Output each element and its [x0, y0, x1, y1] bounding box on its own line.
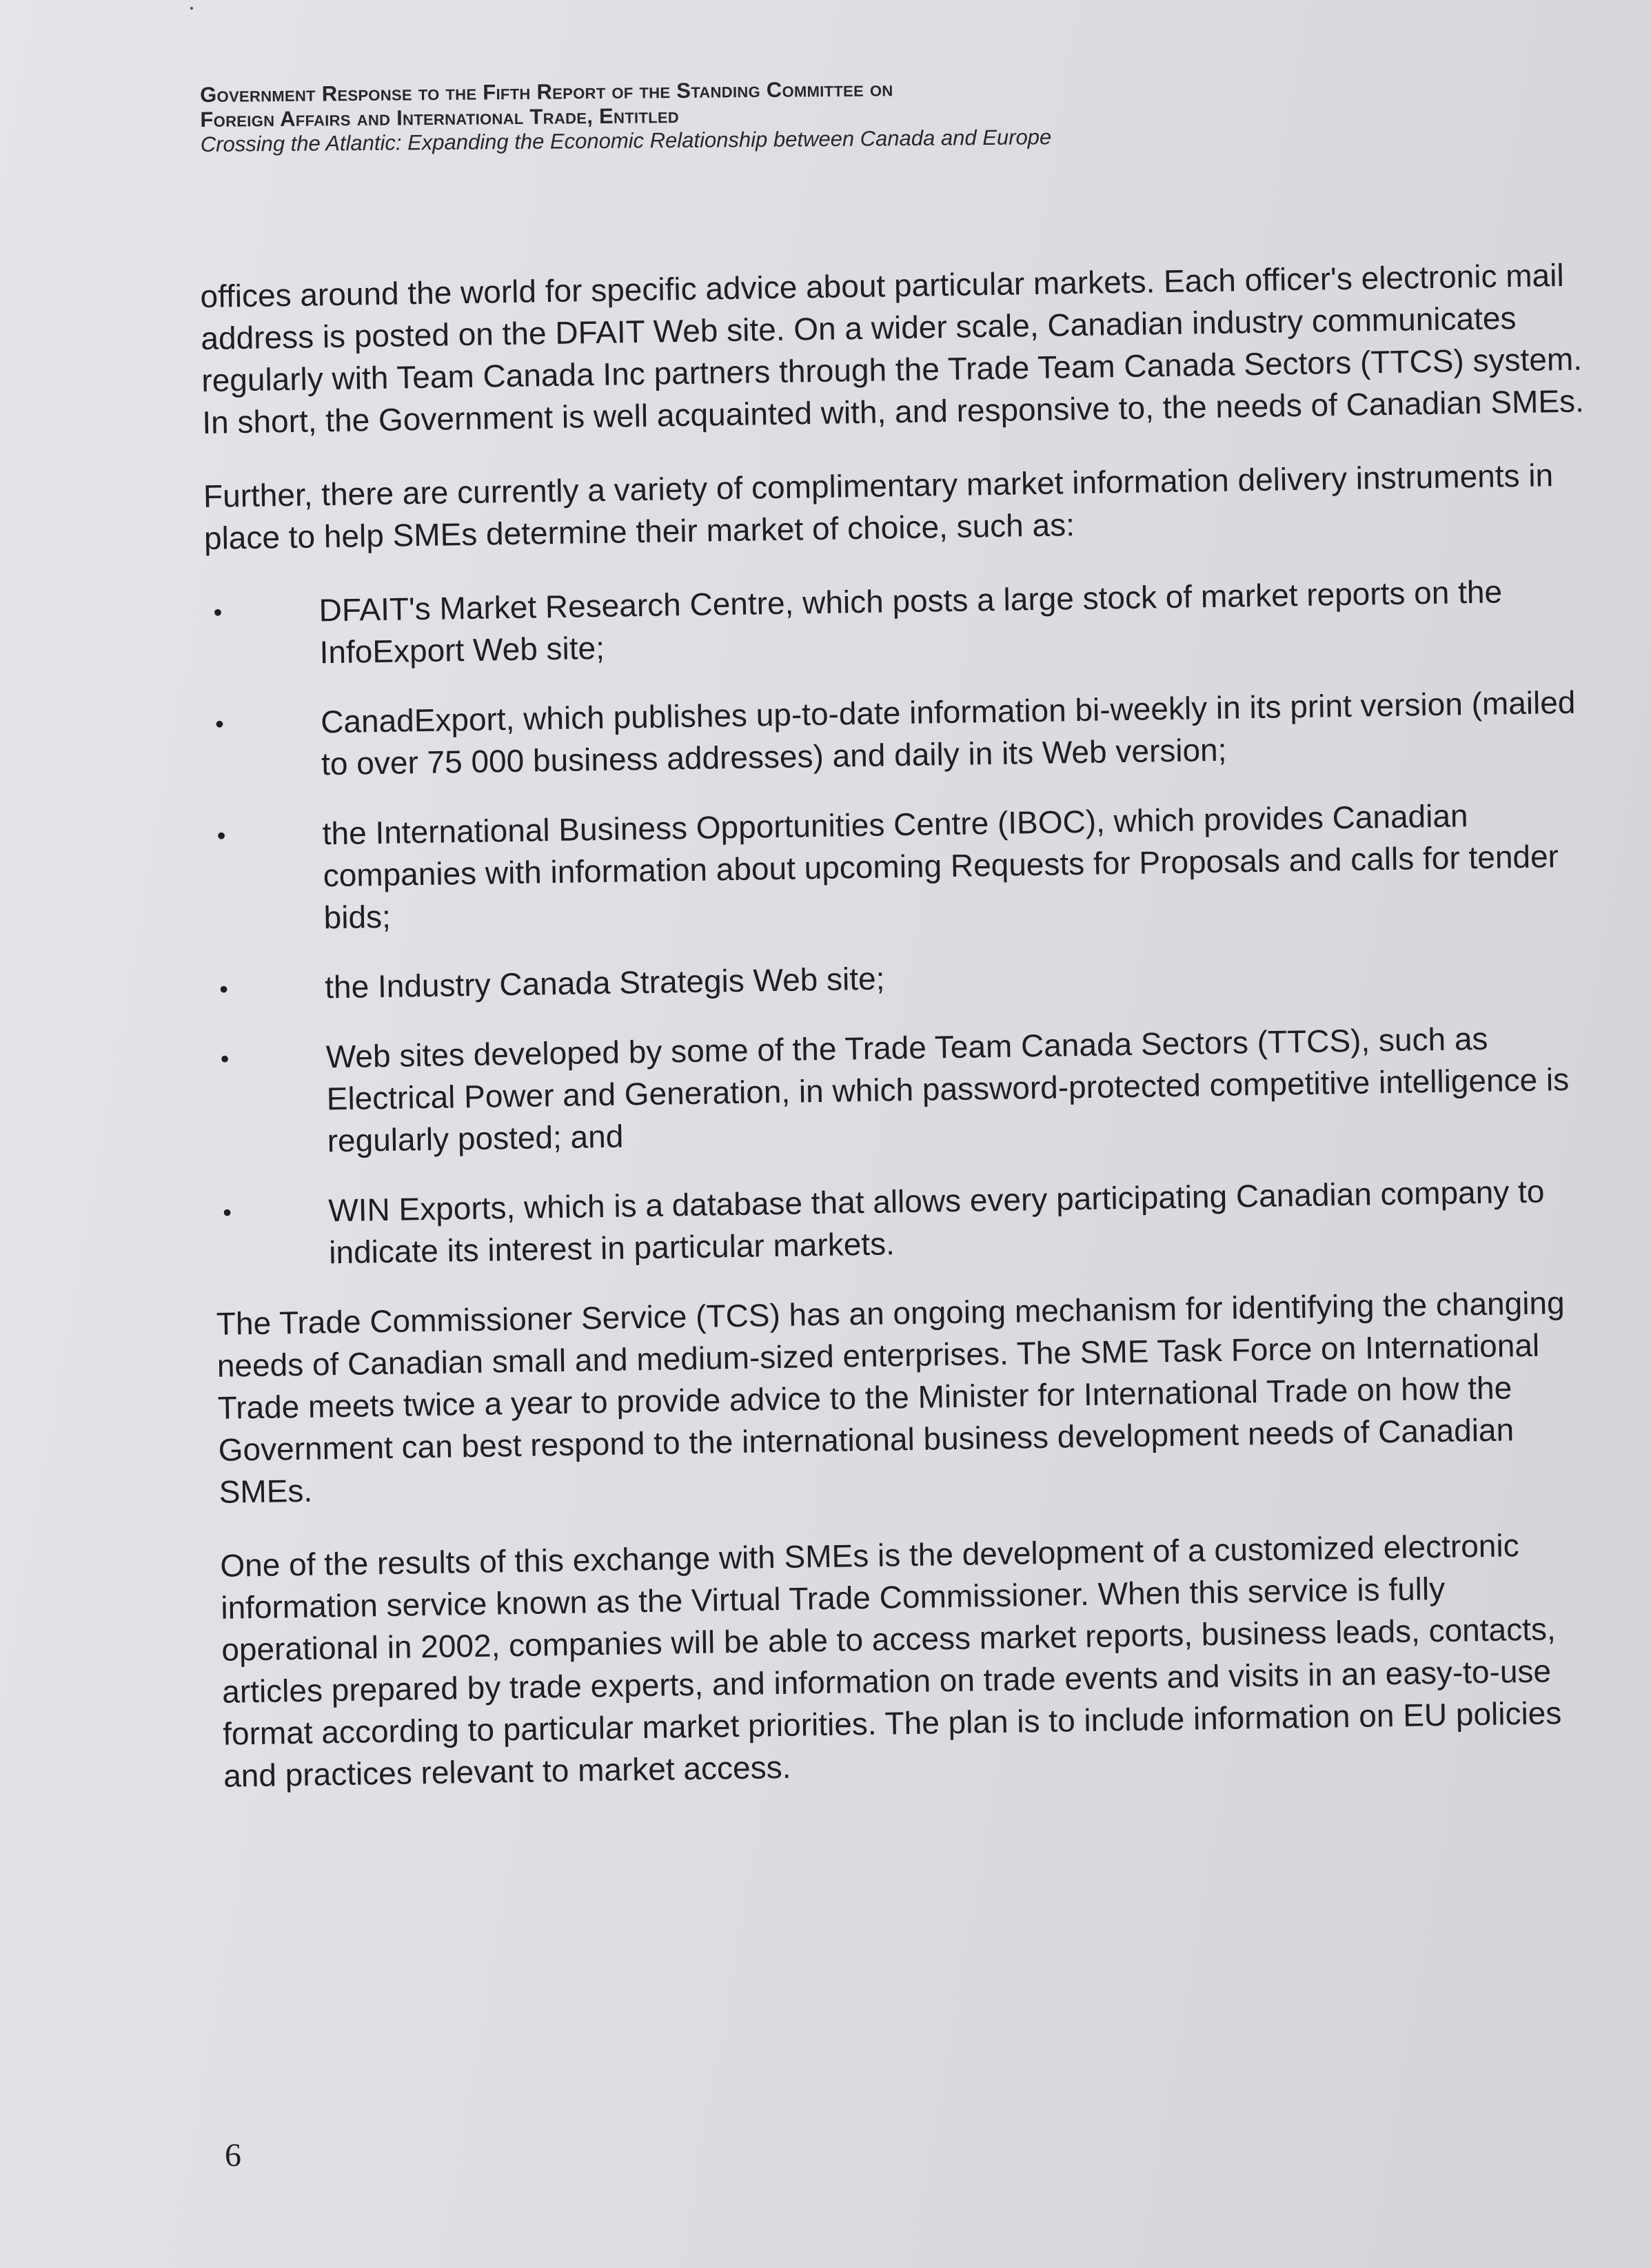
paragraph-tcs: The Trade Commissioner Service (TCS) has an ongoing mechanism for identifying the changing needs of Canadian small and medium-sized enterprises. The SME Task Force on International Trade meets twice a year to provide advice to the Minister for International Trade on how the Government can best respond to the international business development needs of Canadian SMEs.	[216, 1285, 1566, 1510]
bullet-marker: •	[219, 974, 229, 1003]
bullet-text: DFAIT's Market Research Centre, which posts a large stock of market reports on the InfoExport Web site;	[318, 573, 1503, 671]
bullet-marker: •	[220, 1044, 230, 1073]
bullet-marker: •	[214, 709, 225, 738]
bullet-text: Web sites developed by some of the Trade Team Canada Sectors (TTCS), such as Electrical Power and Generation, in which password-protected competitive intelligence is regularly posted; and	[325, 1020, 1570, 1159]
bullet-text: the International Business Opportunities Centre (IBOC), which provides Canadian companies with information about upcoming Requests for Proposals and calls for tender bids;	[322, 797, 1559, 936]
header-line-2: Foreign Affairs and International Trade, Entitled	[200, 103, 680, 132]
paragraph-offices: offices around the world for specific advice about particular markets. Each officer's electronic mail address is posted on the DFAIT Web site. On a wider scale, Canadian industry communicates regularly with Team Canada Inc partners through the Trade Team Canada Sectors (TTCS) system. In short, the Government is well acquainted with, and responsive to, the needs of Canadian SMEs.	[200, 256, 1585, 440]
scan-speck	[190, 7, 193, 10]
body-text	[200, 254, 1610, 1828]
bullet-item-market-research-centre	[205, 569, 1592, 675]
paragraph-instruments-intro: Further, there are currently a variety of complimentary market information delivery instruments in place to help SMEs determine their market of choice, such as:	[203, 457, 1554, 556]
bullet-marker: •	[213, 597, 223, 626]
bullet-item-iboc	[208, 793, 1596, 941]
header-subtitle: Crossing the Atlantic: Expanding the Economic Relationship between Canada and Europe	[200, 125, 1052, 156]
page-number: 6	[225, 2137, 241, 2174]
bullet-marker: •	[216, 821, 226, 850]
bullet-text: the Industry Canada Strategis Web site;	[324, 960, 885, 1005]
bullet-item-canadexport	[207, 681, 1594, 787]
paragraph-virtual-trade-commissioner: One of the results of this exchange with SMEs is the development of a customized electronic information service known as the Virtual Trade Commissioner. When this service is fully operational in 2002, companies will be able to access market reports, business leads, contacts, articles prepared by trade experts, and information on trade events and visits in an easy-to-use format according to particular market priorities. The plan is to include information on EU policies and practices relevant to market access.	[219, 1527, 1562, 1794]
bullet-item-win-exports	[214, 1169, 1601, 1276]
bullet-text: WIN Exports, which is a database that allows every participating Canadian company to indicate its interest in particular markets.	[327, 1173, 1545, 1271]
running-header	[200, 73, 1304, 157]
bullet-item-ttcs-web-sites	[212, 1016, 1599, 1164]
bullet-text: CanadExport, which publishes up-to-date information bi-weekly in its print version (mailed to over 75 000 business addresses) and daily in its Web version;	[320, 684, 1576, 782]
header-line-1: Government Response to the Fifth Report of the Standing Committee on	[200, 76, 893, 107]
bullet-item-strategis	[211, 946, 1597, 1010]
bullet-marker: •	[223, 1198, 232, 1227]
bullet-list	[205, 569, 1601, 1275]
